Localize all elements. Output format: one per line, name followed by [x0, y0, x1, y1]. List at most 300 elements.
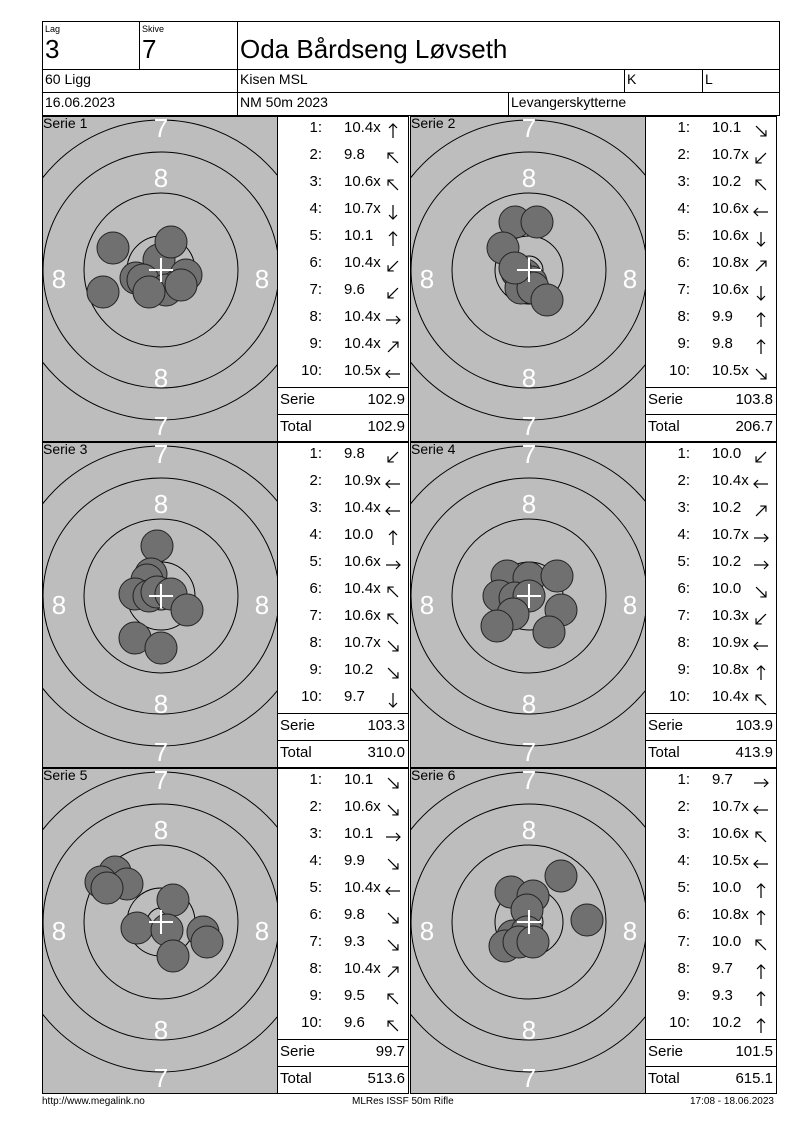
shot-row	[278, 769, 410, 796]
shot-number: 9:	[677, 661, 690, 678]
shot-row	[646, 279, 778, 306]
shot-number: 9:	[309, 987, 322, 1004]
class-text: 60 Ligg	[45, 71, 91, 87]
shot-hole	[87, 276, 119, 308]
footer-url: http://www.megalink.no	[42, 1096, 145, 1107]
shot-score: 9.3	[344, 933, 365, 950]
ring-number-label: 7	[153, 737, 169, 767]
direction-arrow-icon	[384, 583, 402, 601]
ring-number-label: 8	[419, 264, 435, 294]
shot-score: 10.0	[712, 879, 742, 896]
target-4	[410, 442, 646, 768]
serie-sum-label: Serie	[648, 1043, 684, 1060]
direction-arrow-icon	[384, 691, 402, 709]
k-cell	[624, 69, 703, 93]
ring-number-label: 8	[153, 689, 169, 719]
shot-score: 9.9	[712, 308, 733, 325]
shot-row	[646, 686, 778, 713]
shot-score: 10.6x	[712, 200, 749, 217]
shot-score: 10.1	[344, 825, 374, 842]
direction-arrow-icon	[752, 365, 770, 383]
shot-score: 10.4x	[344, 308, 381, 325]
class-cell	[42, 69, 238, 93]
shot-row	[646, 360, 778, 387]
serie-sum-label: Serie	[648, 391, 684, 408]
shot-row	[278, 796, 410, 823]
direction-arrow-icon	[384, 176, 402, 194]
ring-number-label: 8	[521, 1015, 537, 1045]
total-label: Total	[648, 744, 680, 761]
shot-hole	[145, 632, 177, 664]
target-2	[410, 116, 646, 442]
target-5	[42, 768, 278, 1094]
shot-number: 4:	[309, 200, 322, 217]
shot-number: 6:	[677, 906, 690, 923]
shot-hole	[121, 912, 153, 944]
serie-sum-value: 102.9	[367, 391, 405, 408]
shot-score: 10.4x	[344, 119, 381, 136]
shot-number: 4:	[677, 852, 690, 869]
shot-number: 10:	[669, 1014, 690, 1031]
shot-row	[278, 823, 410, 850]
shot-score: 9.8	[344, 445, 365, 462]
target-rings	[411, 117, 646, 442]
shot-row	[278, 985, 410, 1012]
date-text: 16.06.2023	[45, 94, 116, 110]
organizer-cell	[508, 92, 780, 116]
shot-hole	[541, 560, 573, 592]
ring-number-label: 8	[419, 916, 435, 946]
direction-arrow-icon	[384, 664, 402, 682]
direction-arrow-icon	[752, 556, 770, 574]
shot-row	[646, 470, 778, 497]
total-row	[278, 414, 408, 441]
serie-sum-value: 103.3	[367, 717, 405, 734]
shot-score: 9.5	[344, 987, 365, 1004]
shot-score: 10.8x	[712, 254, 749, 271]
direction-arrow-icon	[384, 828, 402, 846]
ring-number-label: 8	[51, 264, 67, 294]
shot-row	[646, 850, 778, 877]
direction-arrow-icon	[384, 149, 402, 167]
shot-row	[278, 578, 410, 605]
serie-sum-label: Serie	[280, 717, 316, 734]
shot-row	[646, 333, 778, 360]
target-rings	[411, 769, 646, 1094]
shot-number: 5:	[309, 227, 322, 244]
shot-score: 10.4x	[344, 335, 381, 352]
serie-label: Serie 6	[411, 768, 456, 783]
shot-score: 10.2	[712, 173, 742, 190]
shot-score: 10.7x	[712, 526, 749, 543]
shot-score: 10.6x	[712, 227, 749, 244]
shot-score: 9.7	[712, 771, 733, 788]
shot-score: 10.4x	[344, 960, 381, 977]
shot-score: 10.7x	[344, 200, 381, 217]
shot-hole	[91, 872, 123, 904]
direction-arrow-icon	[752, 909, 770, 927]
shot-score: 9.9	[344, 852, 365, 869]
shot-row	[646, 578, 778, 605]
shot-hole	[157, 940, 189, 972]
footer-timestamp: 17:08 - 18.06.2023	[690, 1096, 774, 1107]
shot-row	[646, 225, 778, 252]
shot-number: 6:	[309, 906, 322, 923]
ring-number-label: 8	[521, 163, 537, 193]
score-panel-2	[645, 116, 777, 442]
shot-hole	[165, 269, 197, 301]
shot-hole	[499, 252, 531, 284]
direction-arrow-icon	[752, 828, 770, 846]
shot-score: 9.6	[344, 281, 365, 298]
shot-number: 7:	[677, 607, 690, 624]
score-panel-4	[645, 442, 777, 768]
shot-score: 10.6x	[344, 798, 381, 815]
shot-number: 4:	[309, 526, 322, 543]
shot-number: 9:	[677, 335, 690, 352]
shot-number: 6:	[309, 580, 322, 597]
shot-score: 10.9x	[712, 634, 749, 651]
shot-row	[646, 958, 778, 985]
shot-number: 5:	[309, 553, 322, 570]
shot-number: 10:	[669, 362, 690, 379]
shot-hole	[141, 530, 173, 562]
shot-row	[278, 632, 410, 659]
ring-number-label: 7	[521, 443, 537, 469]
shot-row	[278, 551, 410, 578]
shot-hole	[481, 610, 513, 642]
shot-number: 1:	[309, 771, 322, 788]
direction-arrow-icon	[752, 529, 770, 547]
direction-arrow-icon	[752, 774, 770, 792]
serie-sum-row	[278, 387, 408, 414]
club-cell	[237, 69, 625, 93]
direction-arrow-icon	[752, 990, 770, 1008]
header-lag-cell	[42, 21, 140, 70]
shot-number: 4:	[677, 526, 690, 543]
direction-arrow-icon	[752, 963, 770, 981]
shot-number: 3:	[309, 499, 322, 516]
shot-row	[278, 659, 410, 686]
ring-number-label: 8	[153, 363, 169, 393]
shot-score: 10.7x	[344, 634, 381, 651]
shot-number: 10:	[301, 362, 322, 379]
direction-arrow-icon	[752, 338, 770, 356]
ring-number-label: 7	[153, 443, 169, 469]
shot-score: 10.4x	[712, 688, 749, 705]
shot-row	[278, 360, 410, 387]
shot-number: 10:	[301, 1014, 322, 1031]
shot-score: 10.1	[712, 119, 742, 136]
shot-number: 4:	[309, 852, 322, 869]
ring-number-label: 8	[622, 916, 638, 946]
shot-row	[646, 306, 778, 333]
shot-row	[646, 1012, 778, 1039]
direction-arrow-icon	[752, 448, 770, 466]
serie-sum-value: 103.8	[735, 391, 773, 408]
shot-number: 8:	[677, 960, 690, 977]
direction-arrow-icon	[384, 502, 402, 520]
shot-row	[646, 985, 778, 1012]
shot-hole	[155, 226, 187, 258]
shot-row	[278, 279, 410, 306]
event-text: NM 50m 2023	[240, 94, 328, 110]
serie-sum-row	[646, 1039, 776, 1066]
direction-arrow-icon	[752, 1017, 770, 1035]
shot-score: 10.0	[712, 445, 742, 462]
shot-number: 2:	[309, 472, 322, 489]
direction-arrow-icon	[384, 1017, 402, 1035]
shot-row	[278, 252, 410, 279]
shot-number: 3:	[677, 173, 690, 190]
score-panel-5	[277, 768, 409, 1094]
total-value: 513.6	[367, 1070, 405, 1087]
direction-arrow-icon	[752, 691, 770, 709]
club-text: Kisen MSL	[240, 71, 308, 87]
direction-arrow-icon	[384, 855, 402, 873]
ring-number-label: 8	[521, 363, 537, 393]
shot-score: 10.1	[344, 771, 374, 788]
ring-number-label: 8	[622, 264, 638, 294]
shot-number: 10:	[669, 688, 690, 705]
shot-number: 5:	[677, 553, 690, 570]
shot-score: 10.0	[344, 526, 374, 543]
direction-arrow-icon	[384, 311, 402, 329]
shot-number: 6:	[677, 580, 690, 597]
shot-number: 3:	[309, 825, 322, 842]
shot-row	[278, 877, 410, 904]
footer-software: MLRes ISSF 50m Rifle	[352, 1096, 454, 1107]
shot-row	[646, 144, 778, 171]
shot-score: 10.4x	[344, 254, 381, 271]
shot-number: 2:	[309, 798, 322, 815]
shot-number: 8:	[309, 960, 322, 977]
target-3	[42, 442, 278, 768]
direction-arrow-icon	[384, 801, 402, 819]
shot-number: 3:	[309, 173, 322, 190]
ring-number-label: 7	[521, 737, 537, 767]
shot-score: 10.2	[712, 553, 742, 570]
direction-arrow-icon	[752, 664, 770, 682]
ring-number-label: 7	[153, 411, 169, 441]
shot-row	[646, 171, 778, 198]
ring-number-label: 8	[51, 916, 67, 946]
shot-row	[646, 632, 778, 659]
ring-number-label: 8	[521, 689, 537, 719]
direction-arrow-icon	[384, 475, 402, 493]
shot-row	[646, 931, 778, 958]
shot-row	[646, 904, 778, 931]
lag-label: Lag	[45, 24, 61, 34]
shot-number: 8:	[677, 634, 690, 651]
shot-score: 10.6x	[712, 825, 749, 842]
serie-sum-value: 101.5	[735, 1043, 773, 1060]
shot-row	[646, 524, 778, 551]
shot-score: 10.4x	[712, 472, 749, 489]
shot-number: 9:	[309, 661, 322, 678]
serie-label: Serie 1	[43, 116, 88, 131]
total-value: 102.9	[367, 418, 405, 435]
direction-arrow-icon	[752, 149, 770, 167]
shot-row	[646, 796, 778, 823]
direction-arrow-icon	[384, 610, 402, 628]
ring-number-label: 7	[521, 1063, 537, 1093]
direction-arrow-icon	[752, 610, 770, 628]
ring-number-label: 8	[51, 590, 67, 620]
total-row	[646, 414, 776, 441]
total-label: Total	[648, 1070, 680, 1087]
shot-score: 10.8x	[712, 661, 749, 678]
shot-score: 10.6x	[344, 173, 381, 190]
shot-row	[278, 850, 410, 877]
shot-hole	[521, 206, 553, 238]
serie-label: Serie 3	[43, 442, 88, 457]
shot-score: 10.4x	[344, 879, 381, 896]
shot-score: 9.8	[712, 335, 733, 352]
direction-arrow-icon	[752, 122, 770, 140]
lag-value: 3	[45, 34, 60, 64]
shot-number: 9:	[309, 335, 322, 352]
shot-number: 7:	[677, 281, 690, 298]
direction-arrow-icon	[384, 936, 402, 954]
direction-arrow-icon	[752, 203, 770, 221]
shot-score: 9.6	[344, 1014, 365, 1031]
ring-number-label: 8	[254, 916, 270, 946]
shot-number: 3:	[677, 499, 690, 516]
ring-number-label: 8	[153, 489, 169, 519]
total-label: Total	[648, 418, 680, 435]
total-value: 310.0	[367, 744, 405, 761]
ring-number-label: 8	[622, 590, 638, 620]
ring-number-label: 7	[521, 411, 537, 441]
target-1	[42, 116, 278, 442]
shot-score: 10.0	[712, 933, 742, 950]
shot-hole	[545, 860, 577, 892]
serie-label: Serie 2	[411, 116, 456, 131]
score-panel-3	[277, 442, 409, 768]
direction-arrow-icon	[752, 230, 770, 248]
shot-row	[278, 470, 410, 497]
shot-row	[646, 551, 778, 578]
direction-arrow-icon	[384, 448, 402, 466]
shot-row	[278, 524, 410, 551]
shot-row	[646, 605, 778, 632]
shot-number: 6:	[309, 254, 322, 271]
shot-row	[646, 443, 778, 470]
shot-hole	[533, 616, 565, 648]
serie-sum-value: 103.9	[735, 717, 773, 734]
shot-hole	[517, 926, 549, 958]
total-row	[278, 740, 408, 767]
shot-number: 6:	[677, 254, 690, 271]
shot-score: 10.5x	[712, 852, 749, 869]
k-text: K	[627, 71, 637, 87]
shot-number: 9:	[677, 987, 690, 1004]
shooter-name: Oda Bårdseng Løvseth	[240, 34, 508, 64]
shot-row	[278, 1012, 410, 1039]
direction-arrow-icon	[384, 365, 402, 383]
shot-score: 10.2	[712, 499, 742, 516]
direction-arrow-icon	[752, 311, 770, 329]
shot-score: 9.8	[344, 906, 365, 923]
shot-score: 9.3	[712, 987, 733, 1004]
direction-arrow-icon	[752, 257, 770, 275]
shot-row	[278, 225, 410, 252]
ring-number-label: 8	[521, 489, 537, 519]
shot-number: 5:	[309, 879, 322, 896]
shot-number: 5:	[677, 879, 690, 896]
event-cell	[237, 92, 509, 116]
serie-label: Serie 4	[411, 442, 456, 457]
shot-score: 10.7x	[712, 798, 749, 815]
target-rings	[43, 769, 278, 1094]
ring-number-label: 8	[521, 815, 537, 845]
ring-number-label: 7	[521, 769, 537, 795]
shot-score: 10.4x	[344, 580, 381, 597]
shot-row	[278, 958, 410, 985]
shot-row	[646, 769, 778, 796]
direction-arrow-icon	[384, 203, 402, 221]
direction-arrow-icon	[384, 882, 402, 900]
shot-row	[278, 171, 410, 198]
shot-number: 1:	[677, 119, 690, 136]
shot-score: 9.7	[344, 688, 365, 705]
shot-row	[278, 333, 410, 360]
ring-number-label: 8	[153, 815, 169, 845]
shot-hole	[531, 284, 563, 316]
shot-number: 7:	[309, 933, 322, 950]
shot-row	[646, 659, 778, 686]
direction-arrow-icon	[384, 774, 402, 792]
serie-sum-row	[278, 1039, 408, 1066]
shot-row	[278, 497, 410, 524]
shot-number: 4:	[677, 200, 690, 217]
direction-arrow-icon	[752, 475, 770, 493]
ring-number-label: 7	[153, 117, 169, 143]
shot-number: 7:	[309, 607, 322, 624]
direction-arrow-icon	[752, 176, 770, 194]
shot-row	[278, 931, 410, 958]
shot-row	[646, 497, 778, 524]
shot-row	[646, 117, 778, 144]
direction-arrow-icon	[384, 230, 402, 248]
shot-score: 9.8	[344, 146, 365, 163]
shot-score: 9.7	[712, 960, 733, 977]
total-label: Total	[280, 418, 312, 435]
direction-arrow-icon	[752, 801, 770, 819]
shot-number: 10:	[301, 688, 322, 705]
direction-arrow-icon	[384, 257, 402, 275]
score-panel-6	[645, 768, 777, 1094]
skive-value: 7	[142, 34, 157, 64]
shot-hole	[191, 926, 223, 958]
shot-score: 10.1	[344, 227, 374, 244]
shot-row	[646, 252, 778, 279]
direction-arrow-icon	[384, 122, 402, 140]
shot-number: 1:	[677, 445, 690, 462]
ring-number-label: 7	[521, 117, 537, 143]
serie-sum-value: 99.7	[375, 1043, 405, 1060]
ring-number-label: 7	[153, 1063, 169, 1093]
total-row	[278, 1066, 408, 1093]
shot-number: 7:	[309, 281, 322, 298]
shot-number: 2:	[309, 146, 322, 163]
serie-sum-row	[278, 713, 408, 740]
direction-arrow-icon	[384, 556, 402, 574]
shot-row	[278, 443, 410, 470]
ring-number-label: 8	[419, 590, 435, 620]
ring-number-label: 8	[153, 163, 169, 193]
